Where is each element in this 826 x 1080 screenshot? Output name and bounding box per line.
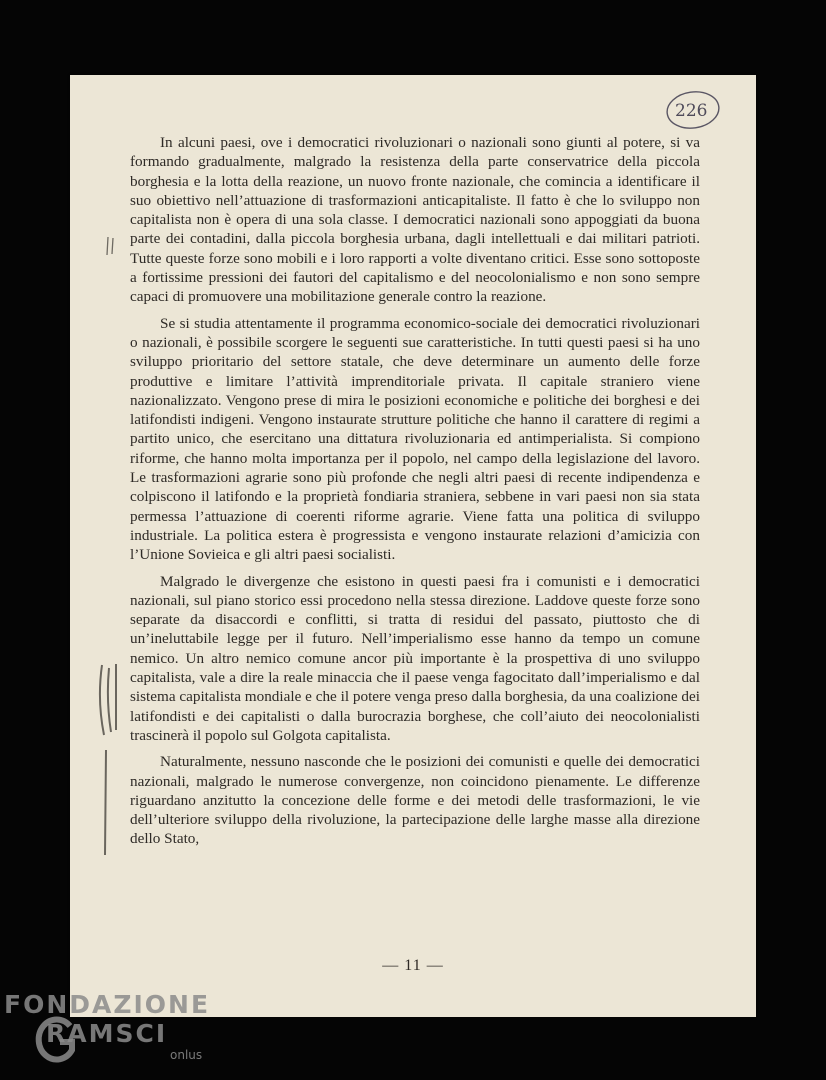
fondazione-gramsci-watermark: [4, 990, 214, 1070]
page-number: — 11 —: [382, 957, 444, 974]
watermark-onlus: onlus: [170, 1048, 203, 1062]
paragraph-1: In alcuni paesi, ove i democratici rivoluzionari o nazionali sono giunti al potere, si va formando gradualmente, malgrado la resistenza della parte conservatrice della piccola borghesia e la lotta della reazione, un nuovo fronte nazionale, che comincia a identificare il suo obiettivo nell’attuazione di trasformazioni anticapitaliste. Il fatto è che lo sviluppo non capitalista non è opera di una sola classe. I democratici nazionali sono appoggiati da buona parte dei contadini, dalla piccola borghesia urbana, dagli intellettuali e dai militari patrioti. Tutte queste forze sono mobili e i loro rapporti a volte diventano critici. Esse sono sottoposte a fortissime pressioni dei fautori del capitalismo e del neocolonialismo e non sono sempre capaci di promuovere una mobilitazione generale contro la reazione.: [130, 134, 700, 306]
document-page: [70, 75, 756, 1017]
watermark-line1: FONDAZIONE: [4, 990, 211, 1019]
body-text: [130, 133, 700, 856]
pencil-mark-bracket: [92, 660, 126, 860]
paragraph-2: Se si studia attentamente il programma economico-sociale dei democratici rivoluzionari o nazionali, è possibile scorgere le seguenti sue caratteristiche. In tutti questi paesi si ha uno sviluppo prioritario del settore statale, che deve determinare un aumento delle forze produttive e limitare l’attività imprenditoriale privata. Il capitale straniero viene nazionalizzato. Vengono prese di mira le posizioni economiche e politiche dei borghesi e dei latifondisti indigeni. Vengono instaurate strutture politiche che hanno il carattere di regimi a partito unico, che esercitano una dittatura rivoluzionaria ed antimperialista. Si compiono riforme, che hanno molta importanza per il popolo, nel campo della legislazione del lavoro. Le trasformazioni agrarie sono più profonde che negli altri paesi di recente indipendenza e colpiscono il latifondo e la proprietà fondiaria straniera, sebbene in vari paesi non sia stata permessa l’attuazione di coerenti riforme agrarie. Viene fatta una politica di sviluppo industriale. La politica estera è progressista e vengono instaurate relazioni d’amicizia con l’Unione Sovieica e gli altri paesi socialisti.: [130, 314, 700, 564]
paragraph-3: Malgrado le divergenze che esistono in questi paesi fra i comunisti e i democratici nazionali, sul piano storico essi procedono nella stessa direzione. Laddove queste forze sono separate da disaccordi e conflitti, si tratta di residui del passato, piuttosto che di un’ineluttabile legge per il futuro. Nell’imperialismo esse hanno da tempo un comune nemico. Un altro nemico comune ancor più importante è la prospettiva di uno sviluppo capitalista, vale a dire la reale minaccia che il paese venga fagocitato dall’imperialismo e dal sistema capitalista mondiale e che il potere venga preso dalla borghesia, da una coalizione dei latifondisti e dei capitalisti o dalla burocrazia borghese, che coll’aiuto dei neocolonialisti trascinerà il popolo sul Golgota capitalista.: [130, 572, 700, 744]
watermark-line2: RAMSCI: [46, 1019, 168, 1048]
pencil-mark-small: [104, 235, 118, 257]
archive-number-stamp: [665, 89, 721, 131]
archive-number-text: 226: [675, 101, 708, 121]
paragraph-4: Naturalmente, nessuno nasconde che le posizioni dei comunisti e quelle dei democratici nazionali, malgrado le numerose convergenze, non coincidono pienamente. Le differenze riguardano anzitutto la concezione delle forme e dei metodi delle trasformazioni, le vie dell’ulteriore sviluppo della rivoluzione, la partecipazione delle larghe masse alla direzione dello Stato,: [130, 753, 700, 848]
